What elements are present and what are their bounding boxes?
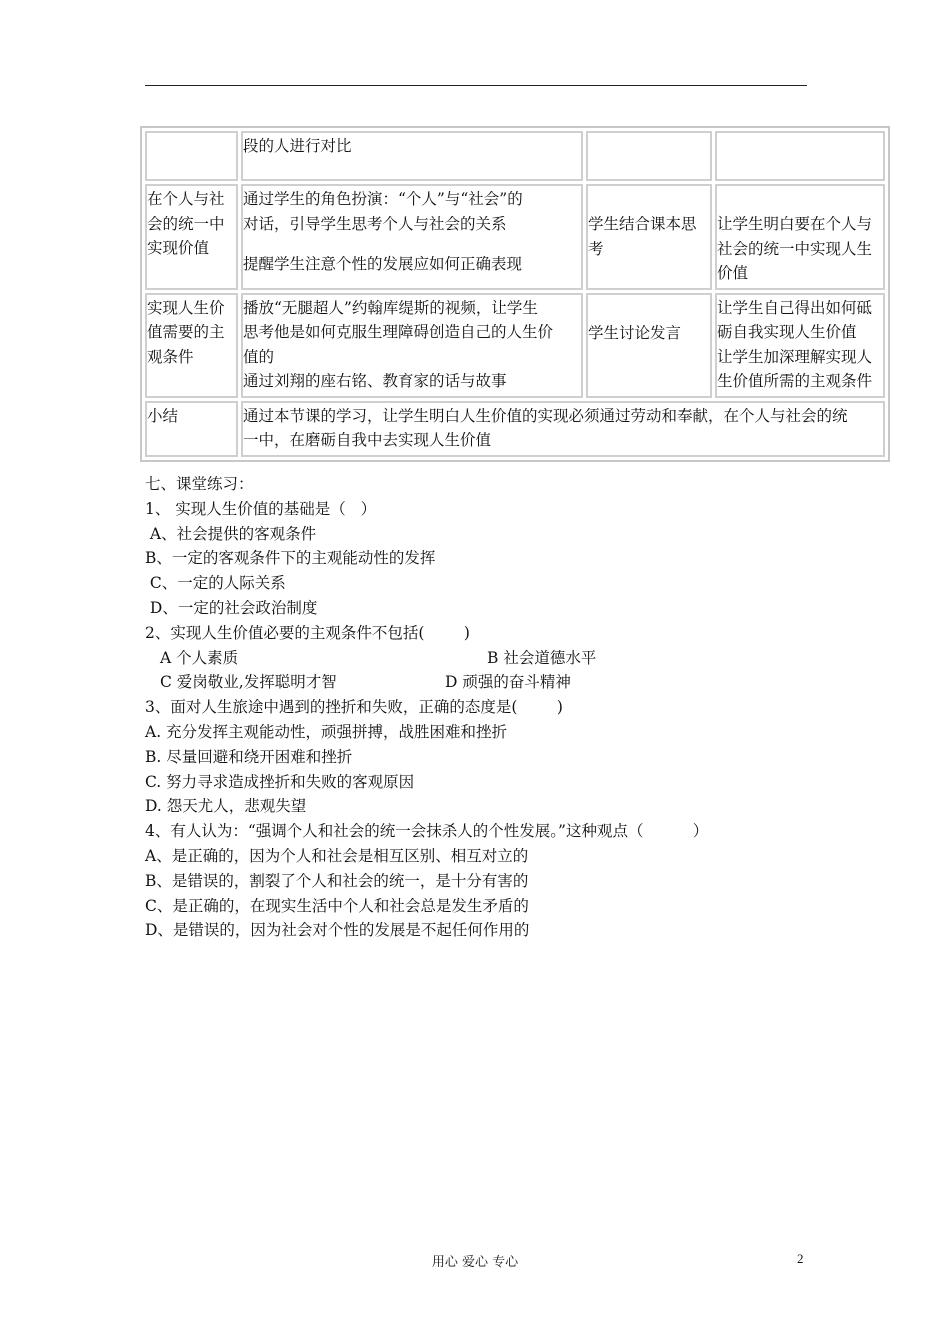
- cell-text: 通过刘翔的座右铭、教育家的话与故事: [243, 372, 507, 390]
- cell-text: 对话，引导学生思考个人与社会的关系: [243, 214, 507, 233]
- exercise-section: [145, 472, 845, 943]
- cell-text: 通过本节课的学习，让学生明白人生价值的实现必须通过劳动和奉献，在个人与社会的统: [243, 406, 848, 425]
- table-cell-purpose: [715, 131, 885, 181]
- cell-text: 让学生明白要在个人与: [717, 215, 873, 233]
- answer-option-row: [145, 670, 845, 695]
- table-cell-summary-text: [241, 401, 885, 457]
- cell-text: 在个人与社: [147, 190, 225, 208]
- answer-option: B. 尽量回避和绕开困难和挫折: [145, 747, 353, 766]
- cell-text: 让学生加深理解实现人: [717, 347, 873, 366]
- page-number: 2: [797, 1251, 804, 1266]
- cell-text: 实现价值: [147, 239, 210, 257]
- cell-text: 通过学生的角色扮演：“个人”与“社会”的: [243, 190, 523, 208]
- cell-text: 观条件: [147, 347, 194, 366]
- cell-text: 生价值所需的主观条件: [717, 372, 873, 390]
- cell-text: 提醒学生注意个性的发展应如何正确表现: [243, 255, 523, 273]
- question-stem: 3、面对人生旅途中遇到的挫折和失败，正确的态度是( ): [145, 698, 563, 717]
- cell-text: 实现人生价: [147, 298, 225, 317]
- answer-option: B 社会道德水平: [487, 648, 597, 667]
- answer-option: A、是正确的，因为个人和社会是相互区别、相互对立的: [145, 846, 529, 865]
- answer-option: A. 充分发挥主观能动性，顽强拼搏，战胜困难和挫折: [145, 722, 508, 741]
- table-cell-student: [586, 293, 712, 398]
- table-row: [145, 293, 885, 398]
- cell-text: 值的: [243, 347, 275, 366]
- cell-text: 学生讨论发言: [588, 323, 682, 342]
- cell-text: 一中，在磨砺自我中去实现人生价值: [243, 431, 492, 449]
- table-cell-topic: [145, 184, 238, 290]
- table-row: [145, 184, 885, 290]
- question-stem: 2、实现人生价值必要的主观条件不包括( ): [145, 623, 470, 642]
- answer-option: B、是错误的，割裂了个人和社会的统一，是十分有害的: [145, 871, 529, 890]
- cell-spacer: [243, 236, 581, 252]
- table-cell-activity: [241, 293, 583, 398]
- cell-text: 段的人进行对比: [243, 137, 352, 155]
- cell-text: 思考他是如何克服生理障碍创造自己的人生价: [243, 323, 554, 341]
- table-cell-purpose: [715, 184, 885, 290]
- answer-option: D. 怨天尤人，悲观失望: [145, 797, 307, 816]
- table-row-summary: [145, 401, 885, 457]
- cell-text: 让学生自己得出如何砥: [717, 298, 873, 317]
- table-cell-activity: [241, 184, 583, 290]
- cell-text: 值需要的主: [147, 323, 225, 341]
- answer-option: D、是错误的，因为社会对个性的发展是不起任何作用的: [145, 921, 530, 940]
- answer-option: C 爱岗敬业,发挥聪明才智: [160, 673, 337, 692]
- cell-text: 社会的统一中实现人生: [717, 239, 873, 258]
- answer-option: C、一定的人际关系: [145, 574, 286, 593]
- table-cell-activity: [241, 131, 583, 181]
- answer-option: D、一定的社会政治制度: [145, 598, 318, 617]
- table-cell-topic: [145, 293, 238, 398]
- question-stem: 1、 实现人生价值的基础是（ ）: [145, 499, 377, 518]
- table-cell-purpose: [715, 293, 885, 398]
- cell-text: 砺自我实现人生价值: [717, 323, 857, 341]
- table-cell-summary-label: [145, 401, 238, 457]
- table-row: [145, 131, 885, 181]
- answer-option: B、一定的客观条件下的主观能动性的发挥: [145, 549, 436, 568]
- answer-option: C、是正确的，在现实生活中个人和社会总是发生矛盾的: [145, 896, 529, 915]
- table-cell-topic: [145, 131, 238, 181]
- cell-text: 考: [588, 239, 604, 258]
- question-stem: 4、有人认为：“强调个人和社会的统一会抹杀人的个性发展。”这种观点（ ）: [145, 822, 709, 841]
- cell-text: 会的统一中: [147, 214, 225, 233]
- cell-text: 小结: [147, 406, 179, 425]
- cell-text: 播放“无腿超人”约翰库缇斯的视频，让学生: [243, 298, 538, 317]
- table-cell-student: [586, 184, 712, 290]
- answer-option-row: [145, 646, 845, 671]
- lesson-plan-table: [140, 126, 890, 462]
- cell-text: 价值: [717, 264, 749, 282]
- cell-text: 学生结合课本思: [588, 215, 697, 233]
- answer-option: A、社会提供的客观条件: [145, 524, 317, 543]
- answer-option: D 顽强的奋斗精神: [445, 673, 571, 692]
- section-heading: 七、课堂练习：: [145, 475, 254, 493]
- page-footer: 用心 爱心 专心: [431, 1255, 519, 1270]
- answer-option: A 个人素质: [160, 648, 239, 667]
- header-rule: [145, 85, 807, 86]
- table-cell-student: [586, 131, 712, 181]
- answer-option: C. 努力寻求造成挫折和失败的客观原因: [145, 772, 415, 791]
